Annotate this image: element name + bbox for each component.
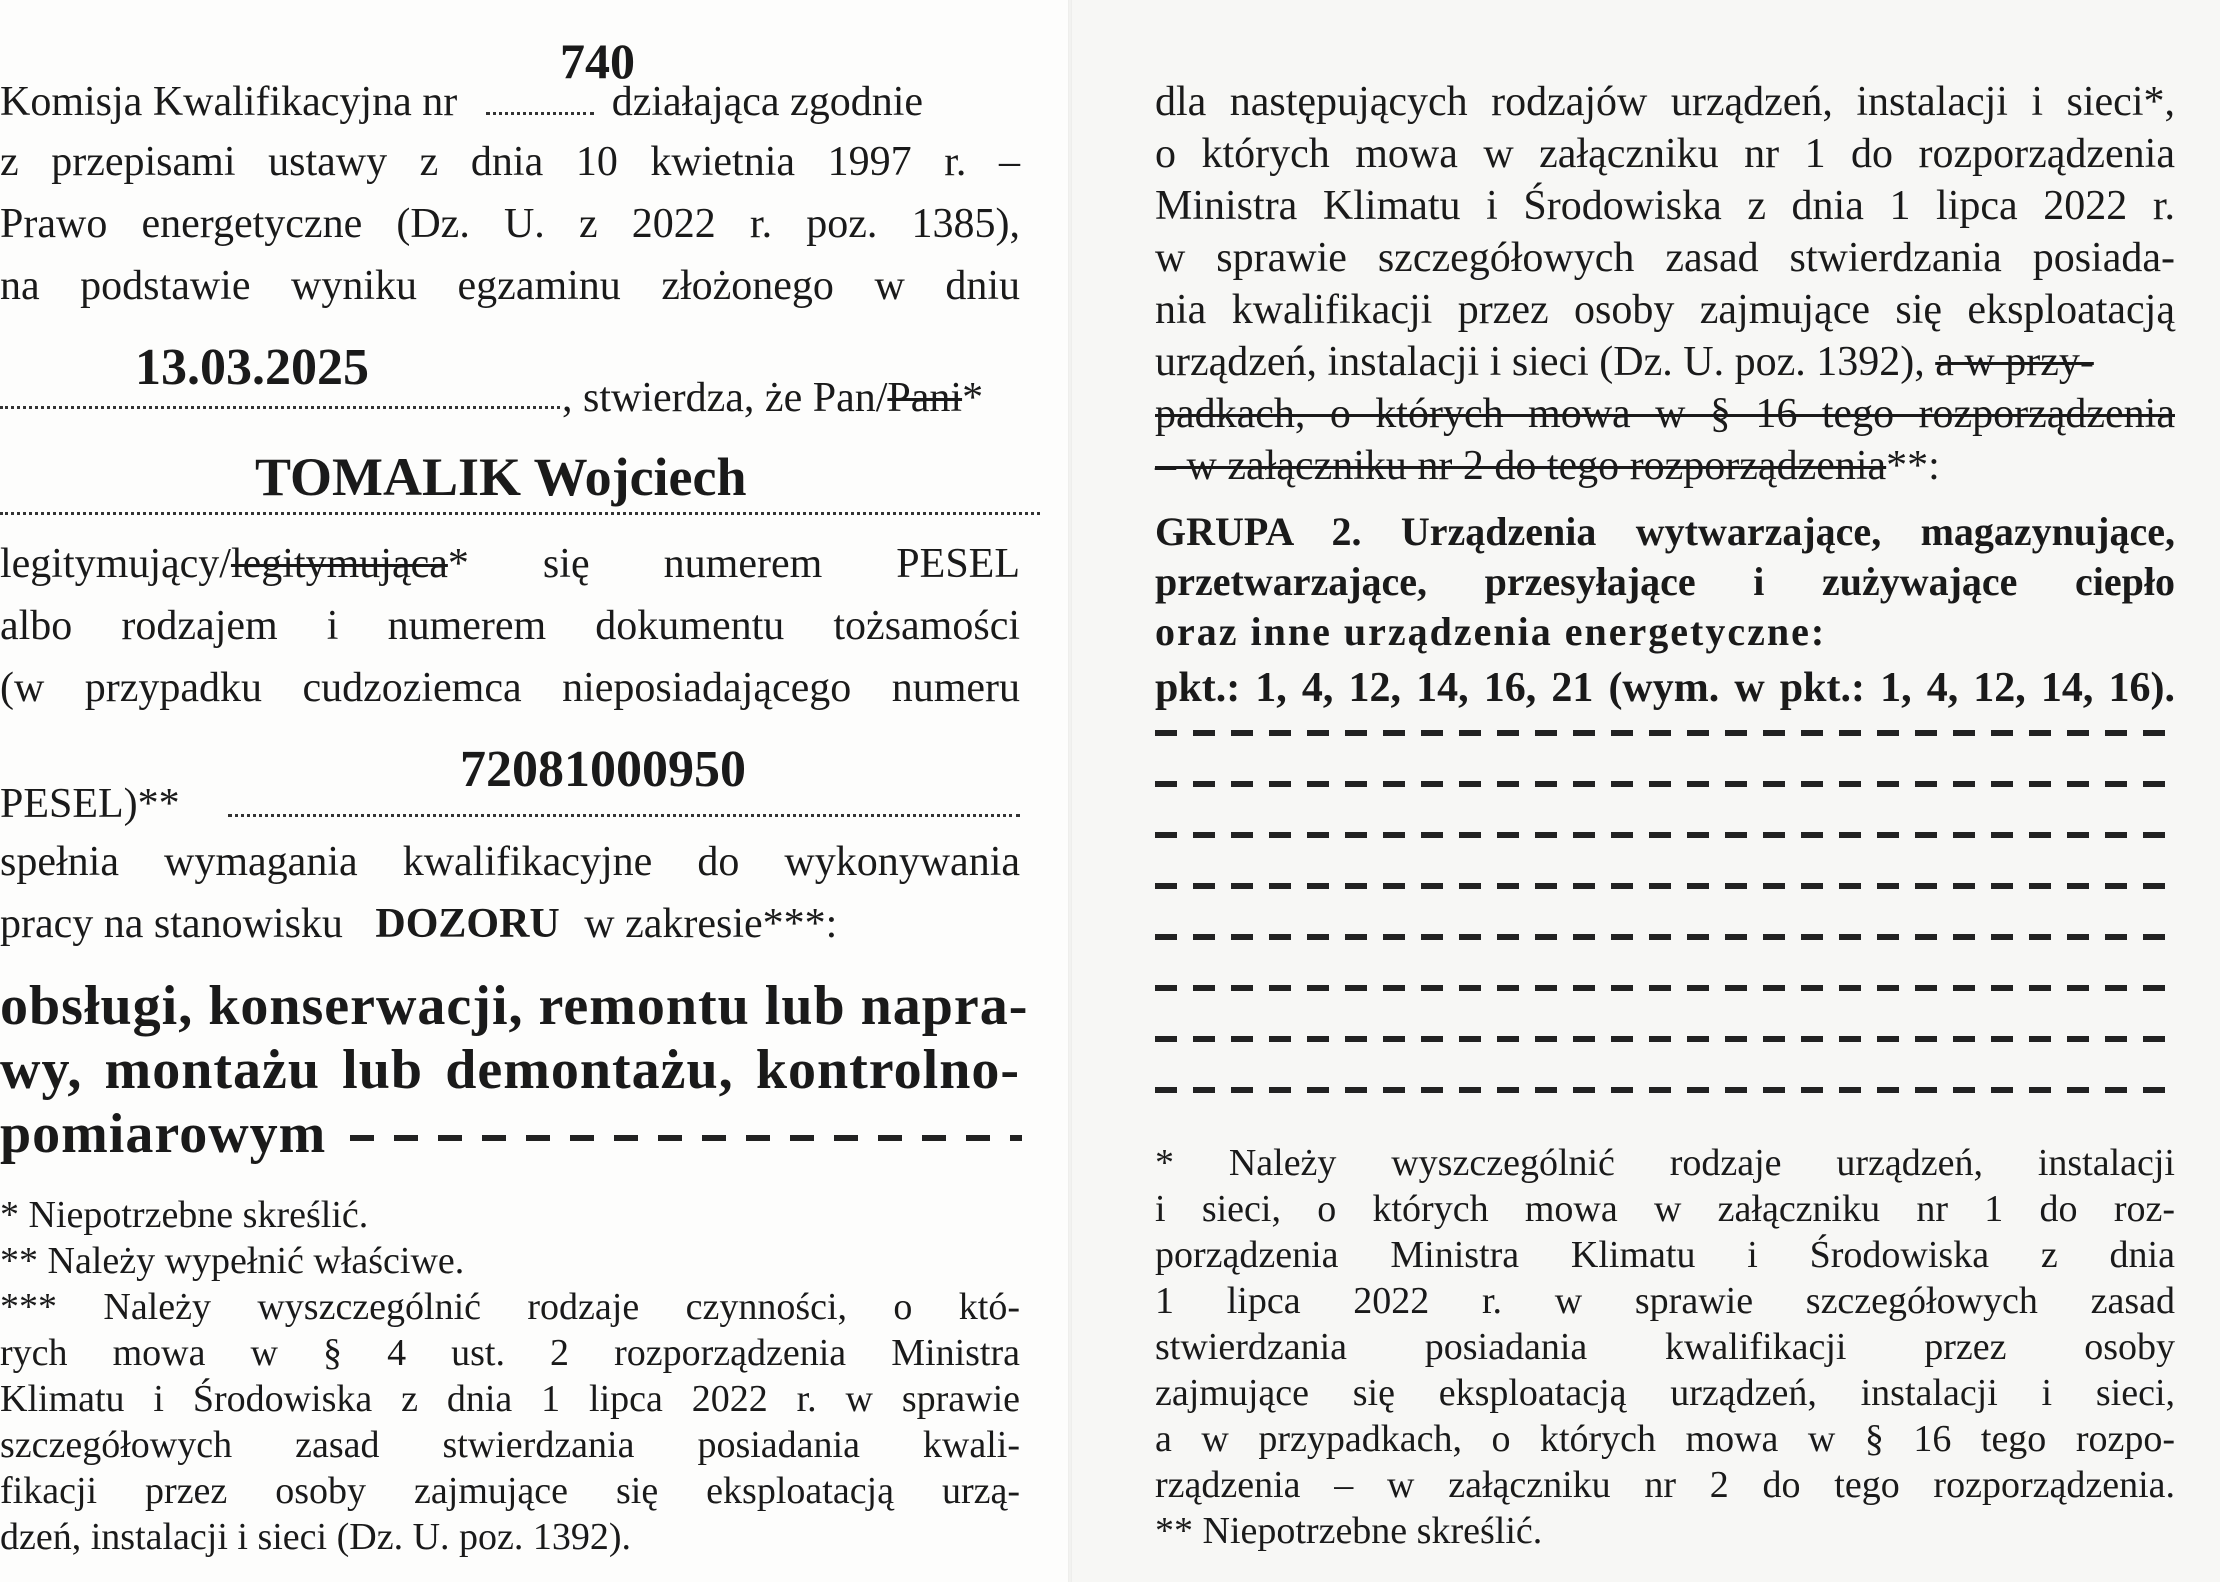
declaration-line	[562, 372, 1022, 424]
footnote-r1: i sieci, o których mowa w załączniku nr 1 do roz-	[1155, 1188, 2175, 1230]
exam-date: 13.03.2025	[135, 339, 369, 396]
text-line: Prawo energetyczne (Dz. U. z 2022 r. poz. 1385),	[0, 201, 1020, 247]
text-line: o których mowa w załączniku nr 1 do rozporządzenia	[1155, 131, 2175, 177]
group-line-2: przetwarzające, przesyłające i zużywające ciepło	[1155, 559, 2175, 604]
text-line: Ministra Klimatu i Środowiska z dnia 1 lipca 2022 r.	[1155, 183, 2175, 229]
scope-label: w zakresie***:	[584, 901, 838, 947]
footnote-3: rych mowa w § 4 ust. 2 rozporządzenia Ministra	[0, 1332, 1020, 1374]
commission-label: Komisja Kwalifikacyjna nr	[0, 79, 458, 125]
position-value: DOZORU	[375, 901, 560, 947]
scope-line-2: wy, montażu lub demontażu, kontrolno-	[0, 1039, 1020, 1101]
text-line: (w przypadku cudzoziemca nieposiadającego numeru	[0, 665, 1020, 711]
struck-line: padkach, o których mowa w § 16 tego rozporządzenia	[1155, 391, 2175, 437]
text-line: dla następujących rodzajów urządzeń, instalacji i sieci*,	[1155, 79, 2175, 125]
id-label-b: * się numerem PESEL	[447, 541, 1020, 587]
text-line: albo rodzajem i numerem dokumentu tożsamości	[0, 603, 1020, 649]
person-name: TOMALIK Wojciech	[255, 447, 747, 507]
group-line-3: oraz inne urządzenia energetyczne:	[1155, 609, 1827, 654]
regulation-ref: urządzeń, instalacji i sieci (Dz. U. poz. 1392),	[1155, 339, 1925, 385]
footnote-r1: * Należy wyszczególnić rodzaje urządzeń, instalacji	[1155, 1142, 2175, 1184]
footnote-1: * Niepotrzebne skreślić.	[0, 1194, 369, 1236]
footnote-2: ** Należy wypełnić właściwe.	[0, 1240, 465, 1282]
position-label: pracy na stanowisku	[0, 901, 343, 947]
asterisk: *	[962, 375, 984, 421]
blank-dash-row	[1155, 883, 2175, 889]
text-line: z przepisami ustawy z dnia 10 kwietnia 1997 r. –	[0, 139, 1020, 185]
blank-dash-row	[1155, 832, 2175, 838]
pesel-dots	[228, 814, 1020, 817]
struck-line-end	[1155, 440, 2175, 492]
page-fold	[1068, 0, 1072, 1582]
text-line: w sprawie szczegółowych zasad stwierdzania posiada-	[1155, 235, 2175, 281]
footnote-r1: stwierdzania posiadania kwalifikacji przez osoby	[1155, 1326, 2175, 1368]
person-name-dots	[0, 512, 1040, 515]
exam-date-dots	[0, 406, 560, 409]
struck-text: – w załączniku nr 2 do tego rozporządzenia	[1155, 443, 1887, 489]
commission-number: 740	[560, 33, 635, 89]
blank-dash-row	[1155, 730, 2175, 736]
struck-pani: Pani	[887, 375, 963, 421]
id-line	[0, 538, 1020, 590]
scope-line-3: pomiarowym	[0, 1103, 327, 1165]
footnote-r1: rządzenia – w załączniku nr 2 do tego rozporządzenia.	[1155, 1464, 2175, 1506]
id-label: legitymujący/	[0, 541, 231, 587]
scope-dashes	[350, 1135, 1022, 1141]
footnote-r1: a w przypadkach, o których mowa w § 16 tego rozpo-	[1155, 1418, 2175, 1460]
text-line: nia kwalifikacji przez osoby zajmujące się eksploatacją	[1155, 287, 2175, 333]
position-line	[0, 898, 1020, 950]
blank-dash-row	[1155, 1087, 2175, 1093]
blank-dash-row	[1155, 985, 2175, 991]
struck-text: a w przy-	[1935, 339, 2094, 385]
footnote-3: Klimatu i Środowiska z dnia 1 lipca 2022 r. w sprawie	[0, 1378, 1020, 1420]
footnote-3: fikacji przez osoby zajmujące się eksploatacją urzą-	[0, 1470, 1020, 1512]
pesel-label: PESEL)**	[0, 781, 180, 827]
text-line	[1155, 336, 2175, 388]
footnote-3: *** Należy wyszczególnić rodzaje czynności, o któ-	[0, 1286, 1020, 1328]
declaration-text: , stwierdza, że Pan/	[562, 375, 888, 421]
footnote-3: szczegółowych zasad stwierdzania posiadania kwali-	[0, 1424, 1020, 1466]
asterisks: **:	[1886, 443, 1940, 489]
footnote-r2: ** Niepotrzebne skreślić.	[1155, 1510, 1543, 1552]
commission-line	[0, 76, 1020, 128]
blank-dash-row	[1155, 934, 2175, 940]
text-line: spełnia wymagania kwalifikacyjne do wykonywania	[0, 839, 1020, 885]
points-line: pkt.: 1, 4, 12, 14, 16, 21 (wym. w pkt.: 1, 4, 12, 14, 16).	[1155, 665, 2175, 711]
struck-legitymujaca: legitymująca	[230, 541, 448, 587]
footnote-r1: 1 lipca 2022 r. w sprawie szczegółowych zasad	[1155, 1280, 2175, 1322]
blank-dash-row	[1155, 1036, 2175, 1042]
commission-label-b: działająca zgodnie	[611, 79, 924, 125]
text-line: na podstawie wyniku egzaminu złożonego w dniu	[0, 263, 1020, 309]
footnote-r1: zajmujące się eksploatacją urządzeń, instalacji i sieci,	[1155, 1372, 2175, 1414]
footnote-r1: porządzenia Ministra Klimatu i Środowiska z dnia	[1155, 1234, 2175, 1276]
pesel-number: 72081000950	[460, 741, 746, 798]
group-line-1: GRUPA 2. Urządzenia wytwarzające, magazynujące,	[1155, 509, 2175, 554]
footnote-3: dzeń, instalacji i sieci (Dz. U. poz. 1392).	[0, 1516, 632, 1558]
blank-dash-row	[1155, 781, 2175, 787]
scope-line-1: obsługi, konserwacji, remontu lub napra-	[0, 975, 1029, 1037]
